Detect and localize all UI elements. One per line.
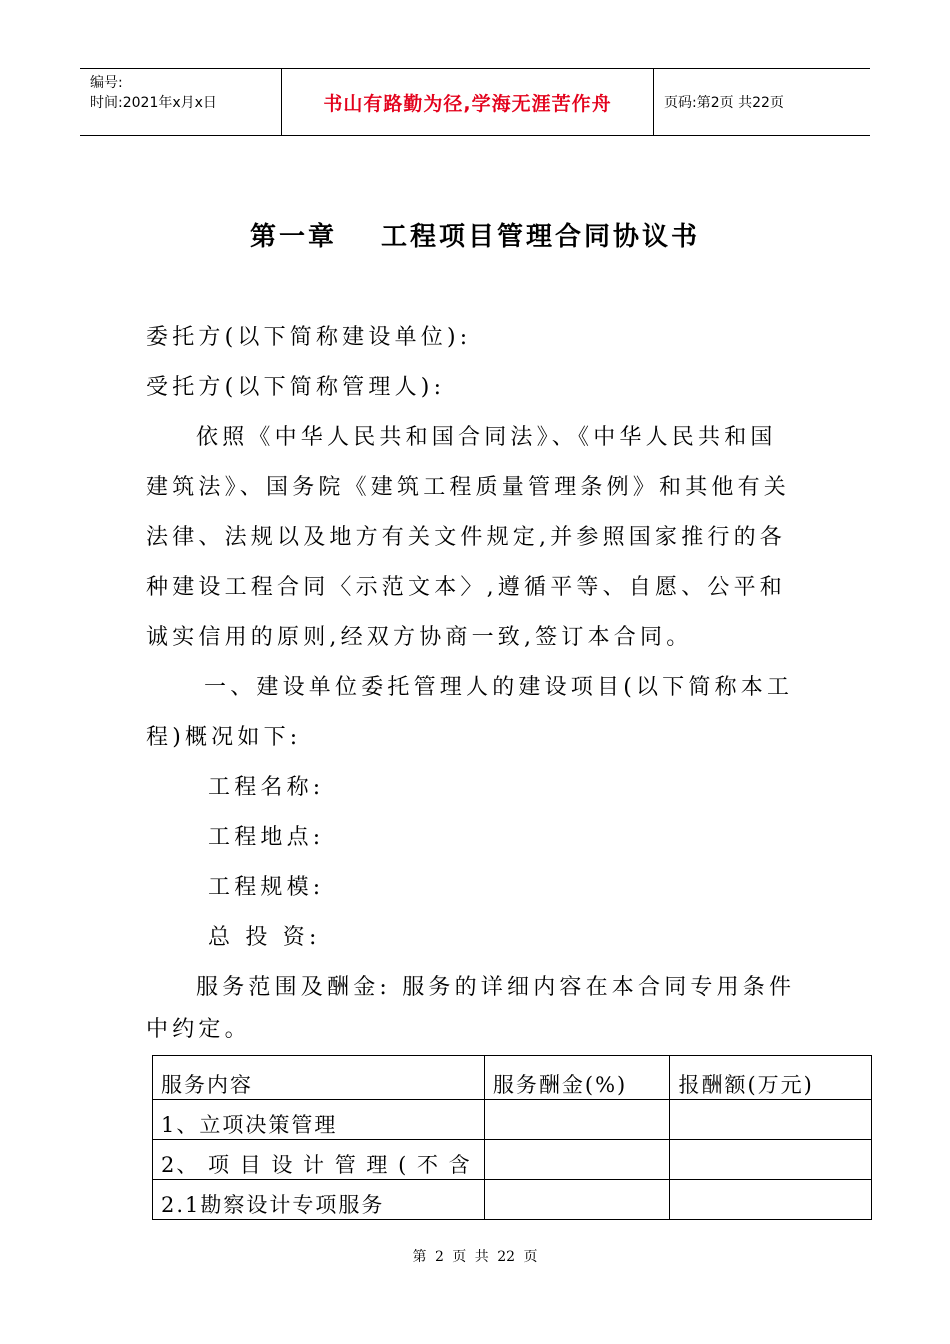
header-motto: 书山有路勤为径,学海无涯苦作舟 <box>282 69 654 135</box>
table-cell <box>670 1140 872 1180</box>
table-row <box>153 1180 872 1220</box>
table-cell <box>670 1180 872 1220</box>
chapter-title <box>0 216 950 253</box>
table-cell <box>670 1100 872 1140</box>
service-table <box>152 1055 872 1220</box>
chapter-number: 第一章 <box>249 222 337 252</box>
paragraph-line: 服务范围及酬金: 服务的详细内容在本合同专用条件 <box>196 975 796 1000</box>
field-project-scale: 工程规模: <box>208 875 325 900</box>
table-row <box>153 1100 872 1140</box>
table-header-cell: 报酬额(万元) <box>670 1056 872 1100</box>
document-number: 编号: <box>90 75 123 91</box>
client-line: 委托方(以下简称建设单位): <box>146 325 472 350</box>
field-project-name: 工程名称: <box>208 775 325 800</box>
paragraph-line: 一、建设单位委托管理人的建设项目(以下简称本工 <box>204 675 794 700</box>
table-header-cell: 服务酬金(%) <box>484 1056 670 1100</box>
table-cell: 1、立项决策管理 <box>153 1100 485 1140</box>
paragraph-line: 建筑法》、国务院《建筑工程质量管理条例》和其他有关 <box>146 475 791 500</box>
table-row <box>153 1140 872 1180</box>
paragraph-line: 程)概况如下: <box>146 725 302 750</box>
paragraph-line: 种建设工程合同〈示范文本〉,遵循平等、自愿、公平和 <box>146 575 786 600</box>
agent-line: 受托方(以下简称管理人): <box>146 375 446 400</box>
chapter-name: 工程项目管理合同协议书 <box>381 222 701 252</box>
document-time: 时间:2021年x月x日 <box>90 95 217 111</box>
paragraph-line: 法律、法规以及地方有关文件规定,并参照国家推行的各 <box>146 525 786 550</box>
paragraph-line: 诚实信用的原则,经双方协商一致,签订本合同。 <box>146 625 693 650</box>
table-cell <box>484 1100 670 1140</box>
table-cell: 2、 项 目 设 计 管 理 ( 不 含 <box>153 1140 485 1180</box>
table-header-cell: 服务内容 <box>153 1056 485 1100</box>
table-cell <box>484 1140 670 1180</box>
header-page-info: 页码:第2页 共22页 <box>664 95 784 111</box>
table-cell <box>484 1180 670 1220</box>
table-cell: 2.1勘察设计专项服务 <box>153 1180 485 1220</box>
header-meta <box>80 69 282 135</box>
field-project-location: 工程地点: <box>208 825 325 850</box>
paragraph-line: 依照《中华人民共和国合同法》、《中华人民共和国 <box>196 425 777 450</box>
page-footer: 第 2 页 共 22 页 <box>412 1249 538 1265</box>
paragraph-line: 中约定。 <box>146 1017 251 1042</box>
page-header <box>80 68 870 136</box>
table-header-row <box>153 1056 872 1100</box>
field-total-investment: 总 投 资: <box>208 925 321 950</box>
